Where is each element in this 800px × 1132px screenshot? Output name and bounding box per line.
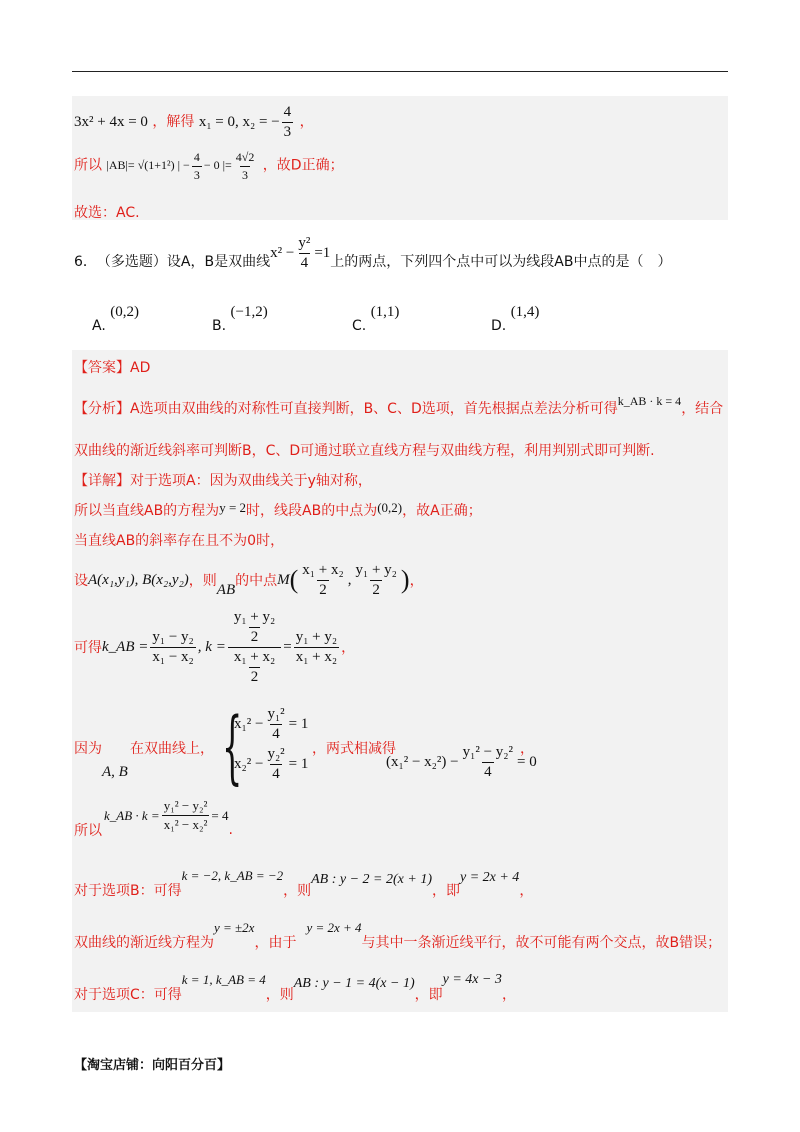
- prev-line-1: 3x² + 4x = 0 ，解得 x₁ = 0, x₂ = − $\frac{4}{3}$ ，: [74, 104, 314, 140]
- roots: x₁ = 0, x₂ = − $\frac{4}{3}$: [198, 104, 292, 140]
- answer-tag: 【答案】: [74, 360, 130, 376]
- brace: {: [222, 700, 243, 793]
- detail-line-6-because: 因为: [74, 741, 102, 757]
- system-eq-1: x₁² − $\frac{\text{y₁²}}{4}$ = 1: [234, 706, 309, 742]
- answer-line: [74, 357, 150, 377]
- subtract-text: ，两式相减得: [312, 741, 396, 757]
- detail-line-1: 【详解】对于选项A：因为双曲线关于y轴对称，: [74, 473, 372, 489]
- detail-line-6-on-hyperbola: 在双曲线上，: [130, 741, 214, 757]
- detail-line-5: 可得 k_AB = $\frac{\text{y₁ − y₂}}{\text{x₁ − x₂}}$ , k = $\frac{\frac{\text{y₁ + y₂}}{2}}{\frac{\text{x₁ + x₂}}{2}}$ = $\frac{\text{y₁ + y₂}}{\text{x₁ + x₂}}$ ，: [74, 608, 356, 685]
- detail-line-7-so: 所以: [74, 823, 102, 839]
- detail-line-8: 对于选项B：可得 k = −2, k_AB = −2 ，则 AB : y − 2 = 2(x + 1) ，即 y = 2x + 4 ，: [74, 868, 534, 899]
- system-eq-2: x₂² − $\frac{\text{y₂²}}{4}$ = 1: [234, 746, 309, 782]
- detail-line-9: 双曲线的渐近线方程为 y = ±2x ，由于 y = 2x + 4 与其中一条渐近线平行，故不可能有两个交点，故B错误；: [74, 920, 722, 951]
- points-ab: A, B: [102, 764, 128, 780]
- hyperbola-eq: x² − $\frac{\text{y²}}{4}$ =1: [270, 234, 331, 271]
- detail-line-4: 设 A(x₁,y₁), B(x₂,y₂) ，则 AB 的中点 M ( $\frac{\text{x₁ + x₂}}{2}$ , $\frac{\text{y₁ + y₂}}{2}$ ) ，: [74, 561, 424, 598]
- subtract-result: (x₁² − x₂²) − $\frac{\text{y₁² − y₂²}}{4}$ = 0: [386, 744, 537, 780]
- prev-line-2: 所以 |AB|= √(1+1²) | − $\frac{4}{3}$ − 0 |= $\frac{4√2}{3}$ ，故D正确；: [74, 150, 344, 182]
- analysis-line-1: 【分析】A选项由双曲线的对称性可直接判断，B、C、D选项，首先根据点差法分析可得k_AB · k = 4，结合: [74, 394, 724, 417]
- analysis-tag: 【分析】: [74, 401, 130, 417]
- header-rule: [72, 71, 728, 72]
- kab-k-result: k_AB · k = $\frac{\text{y₁² − y₂²}}{\text{x₁² − x₂²}}$ = 4 .: [104, 798, 233, 838]
- detail-tag: 【详解】: [74, 473, 130, 489]
- footer-shop: 【淘宝店铺：向阳百分百】: [74, 1058, 231, 1073]
- detail-line-3: 当直线AB的斜率存在且不为0时，: [74, 533, 285, 549]
- question-number: 6．: [74, 254, 97, 270]
- answer-value: AD: [130, 360, 151, 376]
- choose-ac: 故选：AC.: [74, 205, 140, 221]
- analysis-line-2: 双曲线的渐近线斜率可判断B，C、D可通过联立直线方程与双曲线方程，利用判别式即可判断.: [74, 443, 655, 459]
- option-d[interactable]: D. (1,4): [491, 304, 540, 334]
- option-c[interactable]: C. (1,1): [352, 304, 400, 334]
- detail-line-2: 所以当直线AB的方程为y = 2时，线段AB的中点为(0,2)，故A正确；: [74, 500, 482, 519]
- question-type: （多选题）: [96, 254, 167, 270]
- solve-label: ，解得: [152, 113, 195, 130]
- question-stem: 6． （多选题） 设A，B是双曲线 x² − $\frac{\text{y²}}{4}$ =1 上的两点，下列四个点中可以为线段AB中点的是（ ）: [74, 234, 672, 271]
- detail-line-10: 对于选项C：可得 k = 1, k_AB = 4 ，则 AB : y − 1 = 4(x − 1) ，即 y = 4x − 3 ，: [74, 972, 516, 1003]
- ab-length: |AB|= √(1+1²) | − $\frac{4}{3}$ − 0 |= $\frac{4√2}{3}$: [106, 150, 255, 182]
- option-b[interactable]: B. (−1,2): [212, 304, 268, 334]
- option-a[interactable]: A. (0,2): [92, 304, 139, 334]
- eq-3x2: 3x² + 4x = 0: [74, 113, 148, 130]
